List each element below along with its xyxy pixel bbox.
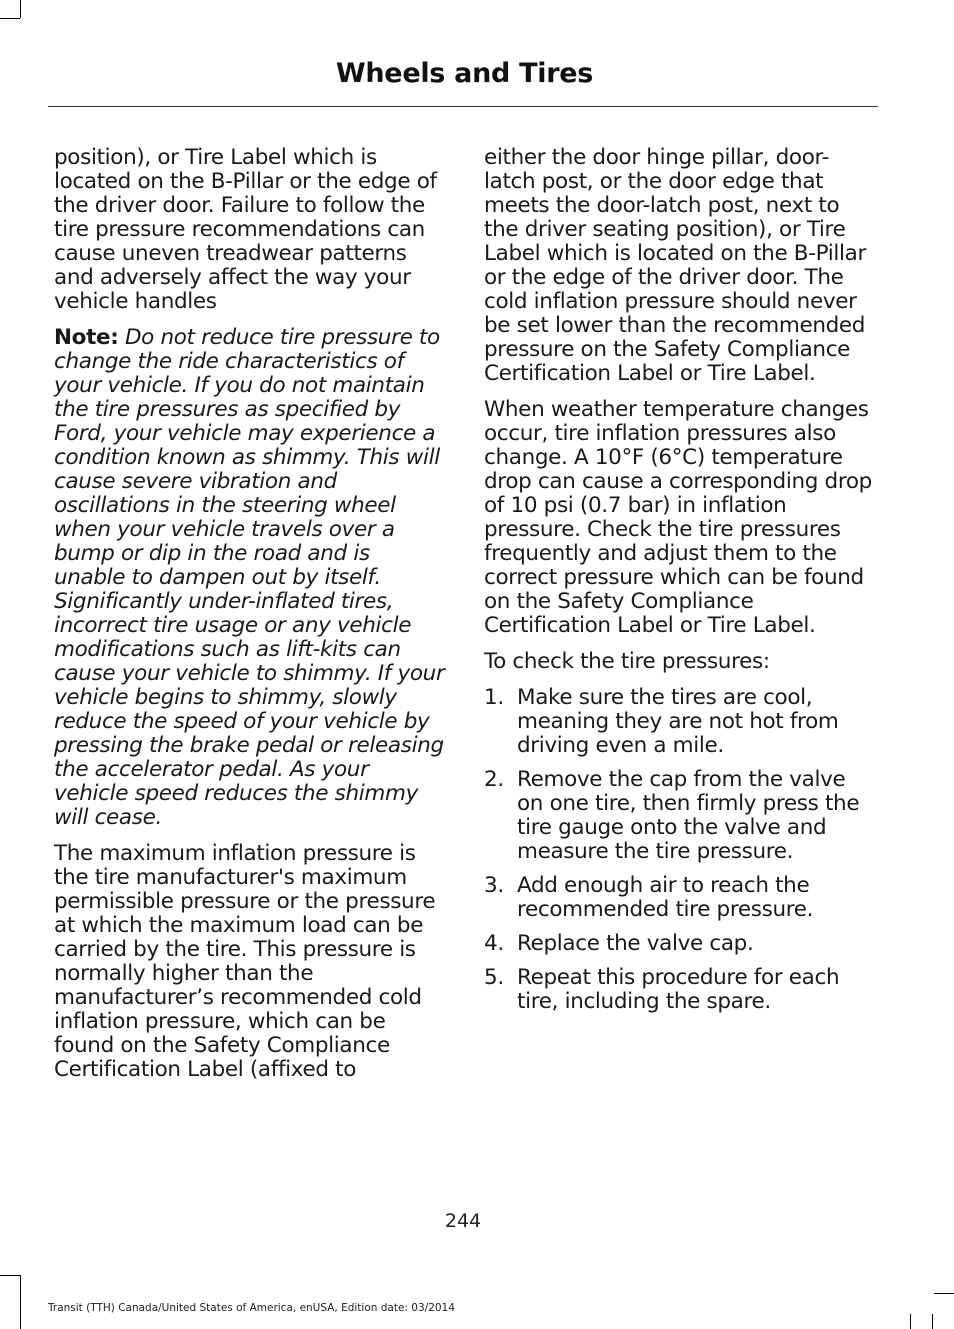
list-item bbox=[484, 686, 876, 758]
page-number: 244 bbox=[444, 1210, 482, 1232]
steps-list bbox=[484, 686, 876, 1014]
left-paragraph-1: position), or Tire Label which is located on the B-Pillar or the edge of the driver door. Failure to follow the tire pressure recommendations can cause uneven treadwear patterns and adversely affect the way your vehicle handles bbox=[54, 145, 437, 314]
step-number: 3. bbox=[484, 873, 504, 898]
list-item bbox=[484, 768, 876, 864]
crop-mark-bottom-left-h bbox=[0, 1275, 20, 1276]
right-paragraph-1: either the door hinge pillar, door-latch post, or the door edge that meets the door-latch post, next to the driver seating position), or Tire Label which is located on the B-Pillar or the edge of the driver door. The cold inflation pressure should never be set lower than the recommended pressure on the Safety Compliance Certification Label or Tire Label. bbox=[484, 145, 866, 386]
right-paragraph-2: When weather temperature changes occur, tire inflation pressures also change. A 10°F (6°C) temperature drop can cause a corresponding drop of 10 psi (0.7 bar) in inflation pressure. Check the tire pressures frequently and adjust them to the correct pressure which can be found on the Safety Compliance Certification Label or Tire Label. bbox=[484, 397, 872, 638]
note-paragraph bbox=[54, 326, 446, 830]
crop-mark-bottom-right-h bbox=[934, 1293, 954, 1294]
right-paragraph-3: To check the tire pressures: bbox=[484, 649, 770, 674]
step-number: 4. bbox=[484, 931, 504, 956]
step-text: Make sure the tires are cool, meaning they are not hot from driving even a mile. bbox=[517, 685, 839, 758]
step-text: Repeat this procedure for each tire, including the spare. bbox=[517, 965, 840, 1014]
crop-mark-bottom-right-v2 bbox=[932, 1314, 933, 1329]
right-column bbox=[484, 146, 876, 1024]
step-number: 1. bbox=[484, 685, 504, 710]
crop-mark-bottom-left-v bbox=[20, 1275, 21, 1329]
step-number: 2. bbox=[484, 767, 504, 792]
list-item bbox=[484, 874, 876, 922]
crop-mark-bottom-right-v1 bbox=[910, 1314, 911, 1329]
step-text: Remove the cap from the valve on one tire, then firmly press the tire gauge onto the valve and measure the tire pressure. bbox=[517, 767, 860, 864]
crop-mark-top-left-v bbox=[20, 0, 21, 18]
footer-edition-info: Transit (TTH) Canada/United States of America, enUSA, Edition date: 03/2014 bbox=[48, 1302, 455, 1314]
note-text: Do not reduce tire pressure to change the ride characteristics of your vehicle. If you do not maintain the tire pressures as specified by Ford, your vehicle may experience a condition known as shimmy. This will cause severe vibration and oscillations in the steering wheel when your vehicle travels over a bump or dip in the road and is unable to dampen out by itself. Significantly under-inflated tires, incorrect tire usage or any vehicle modifications such as lift-kits can cause your vehicle to shimmy. If your vehicle begins to shimmy, slowly reduce the speed of your vehicle by pressing the brake pedal or releasing the accelerator pedal. As your vehicle speed reduces the shimmy will cease. bbox=[54, 325, 445, 830]
page-header bbox=[48, 58, 878, 89]
step-number: 5. bbox=[484, 965, 504, 990]
header-divider bbox=[48, 106, 878, 107]
crop-mark-top-left-h bbox=[0, 18, 20, 19]
page-title: Wheels and Tires bbox=[335, 58, 593, 89]
left-paragraph-2: The maximum inflation pressure is the tire manufacturer's maximum permissible pressure or the pressure at which the maximum load can be carried by the tire. This pressure is normally higher than the manufacturer’s recommended cold inflation pressure, which can be found on the Safety Compliance Certification Label (affixed to bbox=[54, 841, 436, 1082]
step-text: Replace the valve cap. bbox=[517, 931, 754, 956]
step-text: Add enough air to reach the recommended tire pressure. bbox=[517, 873, 814, 922]
list-item bbox=[484, 966, 876, 1014]
list-item bbox=[484, 932, 876, 956]
left-column bbox=[54, 146, 446, 1094]
note-label: Note: bbox=[54, 325, 119, 350]
